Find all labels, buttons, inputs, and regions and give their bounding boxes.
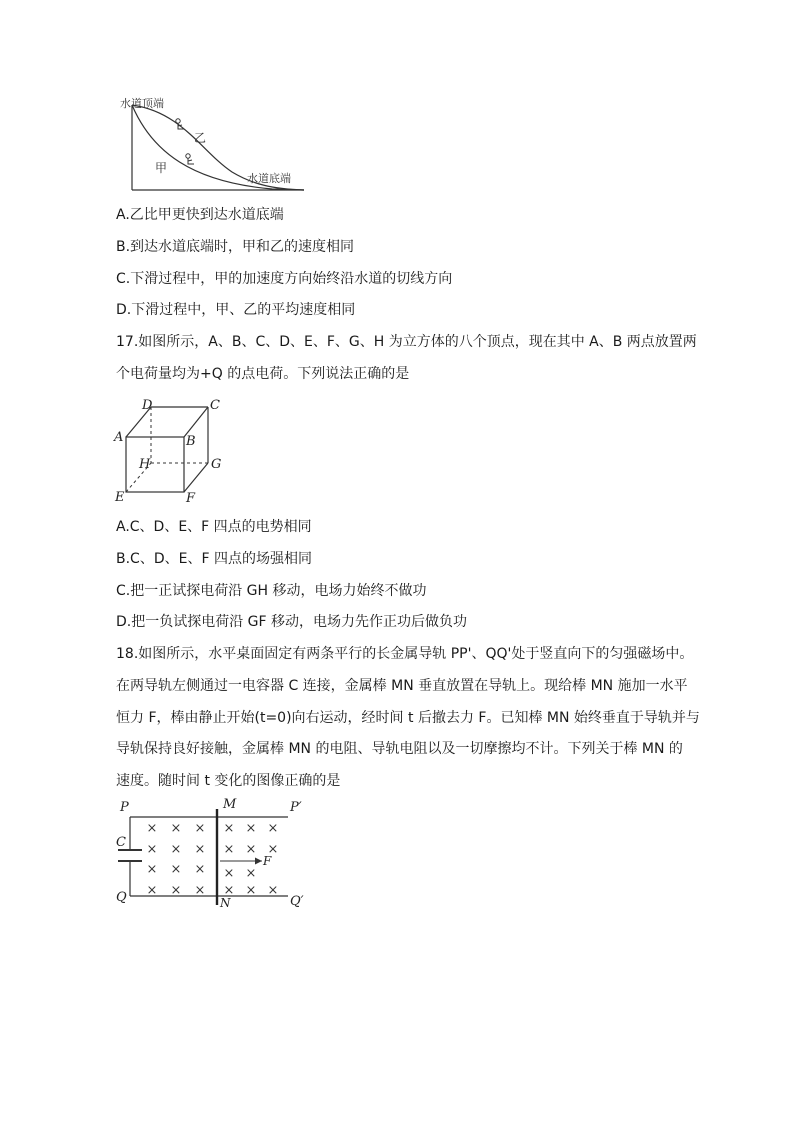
- svg-text:×: ×: [245, 883, 257, 898]
- label-top: 水道顶端: [120, 97, 164, 110]
- vertex-label-h: H: [139, 457, 151, 472]
- q18-stem-line-1: 18.如图所示，水平桌面固定有两条平行的长金属导轨 PP'、QQ'处于竖直向下的匀强磁场中。: [116, 646, 694, 662]
- vertex-label-g: G: [211, 457, 222, 472]
- label-jia: 甲: [155, 161, 168, 175]
- svg-text:×: ×: [267, 883, 279, 898]
- cube-figure: [112, 395, 232, 505]
- q18-stem-line-5: 速度。随时间 t 变化的图像正确的是: [116, 773, 341, 789]
- svg-text:×: ×: [170, 862, 182, 877]
- svg-text:×: ×: [194, 883, 206, 898]
- label-p: P: [120, 800, 129, 815]
- q16-option-b: B.到达水道底端时，甲和乙的速度相同: [116, 239, 355, 255]
- svg-text:×: ×: [245, 866, 257, 881]
- svg-text:×: ×: [223, 842, 235, 857]
- q18-stem-line-2: 在两导轨左侧通过一电容器 C 连接，金属棒 MN 垂直放置在导轨上。现给棒 MN 施加一水平: [116, 678, 688, 694]
- label-q: Q: [116, 890, 127, 905]
- svg-text:×: ×: [146, 862, 158, 877]
- svg-text:×: ×: [170, 883, 182, 898]
- svg-text:×: ×: [245, 821, 257, 836]
- q16-option-d: D.下滑过程中，甲、乙的平均速度相同: [116, 302, 356, 318]
- rail-circuit-figure: [112, 795, 322, 910]
- water-slide-figure: [112, 92, 312, 194]
- vertex-label-a: A: [114, 430, 124, 445]
- svg-text:×: ×: [245, 842, 257, 857]
- label-bottom: 水道底端: [247, 172, 291, 185]
- label-q-prime: Q′: [290, 894, 304, 909]
- svg-text:×: ×: [170, 821, 182, 836]
- label-f: F: [263, 854, 272, 868]
- svg-text:×: ×: [194, 842, 206, 857]
- svg-text:×: ×: [223, 821, 235, 836]
- svg-text:×: ×: [194, 862, 206, 877]
- svg-text:×: ×: [146, 883, 158, 898]
- q17-stem-line-2: 个电荷量均为+Q 的点电荷。下列说法正确的是: [116, 366, 410, 382]
- vertex-label-b: B: [186, 434, 196, 449]
- svg-text:×: ×: [170, 842, 182, 857]
- svg-text:×: ×: [267, 842, 279, 857]
- label-p-prime: P′: [290, 800, 302, 815]
- person-jia-icon: [186, 154, 194, 164]
- svg-text:×: ×: [223, 866, 235, 881]
- svg-text:×: ×: [146, 821, 158, 836]
- vertex-label-d: D: [142, 398, 153, 413]
- svg-text:×: ×: [267, 821, 279, 836]
- vertex-label-c: C: [210, 398, 220, 413]
- label-c: C: [116, 835, 126, 850]
- svg-text:×: ×: [146, 842, 158, 857]
- label-yi: 乙: [194, 131, 207, 145]
- q18-stem-line-3: 恒力 F，棒由静止开始(t=0)向右运动，经时间 t 后撤去力 F。已知棒 MN 始终垂直于导轨并与: [116, 710, 700, 726]
- svg-text:×: ×: [194, 821, 206, 836]
- label-n: N: [220, 896, 231, 910]
- q17-option-a: A.C、D、E、F 四点的电势相同: [116, 519, 312, 535]
- q18-stem-line-4: 导轨保持良好接触，金属棒 MN 的电阻、导轨电阻以及一切摩擦均不计。下列关于棒 MN 的: [116, 741, 683, 757]
- svg-text:×: ×: [223, 883, 235, 898]
- q16-option-a: A.乙比甲更快到达水道底端: [116, 207, 284, 223]
- vertex-label-e: E: [115, 490, 125, 505]
- vertex-label-f: F: [186, 491, 196, 505]
- label-m: M: [223, 797, 237, 812]
- q17-option-c: C.把一正试探电荷沿 GH 移动，电场力始终不做功: [116, 583, 427, 599]
- q17-option-b: B.C、D、E、F 四点的场强相同: [116, 551, 312, 567]
- q17-option-d: D.把一负试探电荷沿 GF 移动，电场力先作正功后做负功: [116, 614, 468, 630]
- q16-option-c: C.下滑过程中，甲的加速度方向始终沿水道的切线方向: [116, 271, 453, 287]
- q17-stem-line-1: 17.如图所示，A、B、C、D、E、F、G、H 为立方体的八个顶点，现在其中 A、B 两点放置两: [116, 334, 697, 350]
